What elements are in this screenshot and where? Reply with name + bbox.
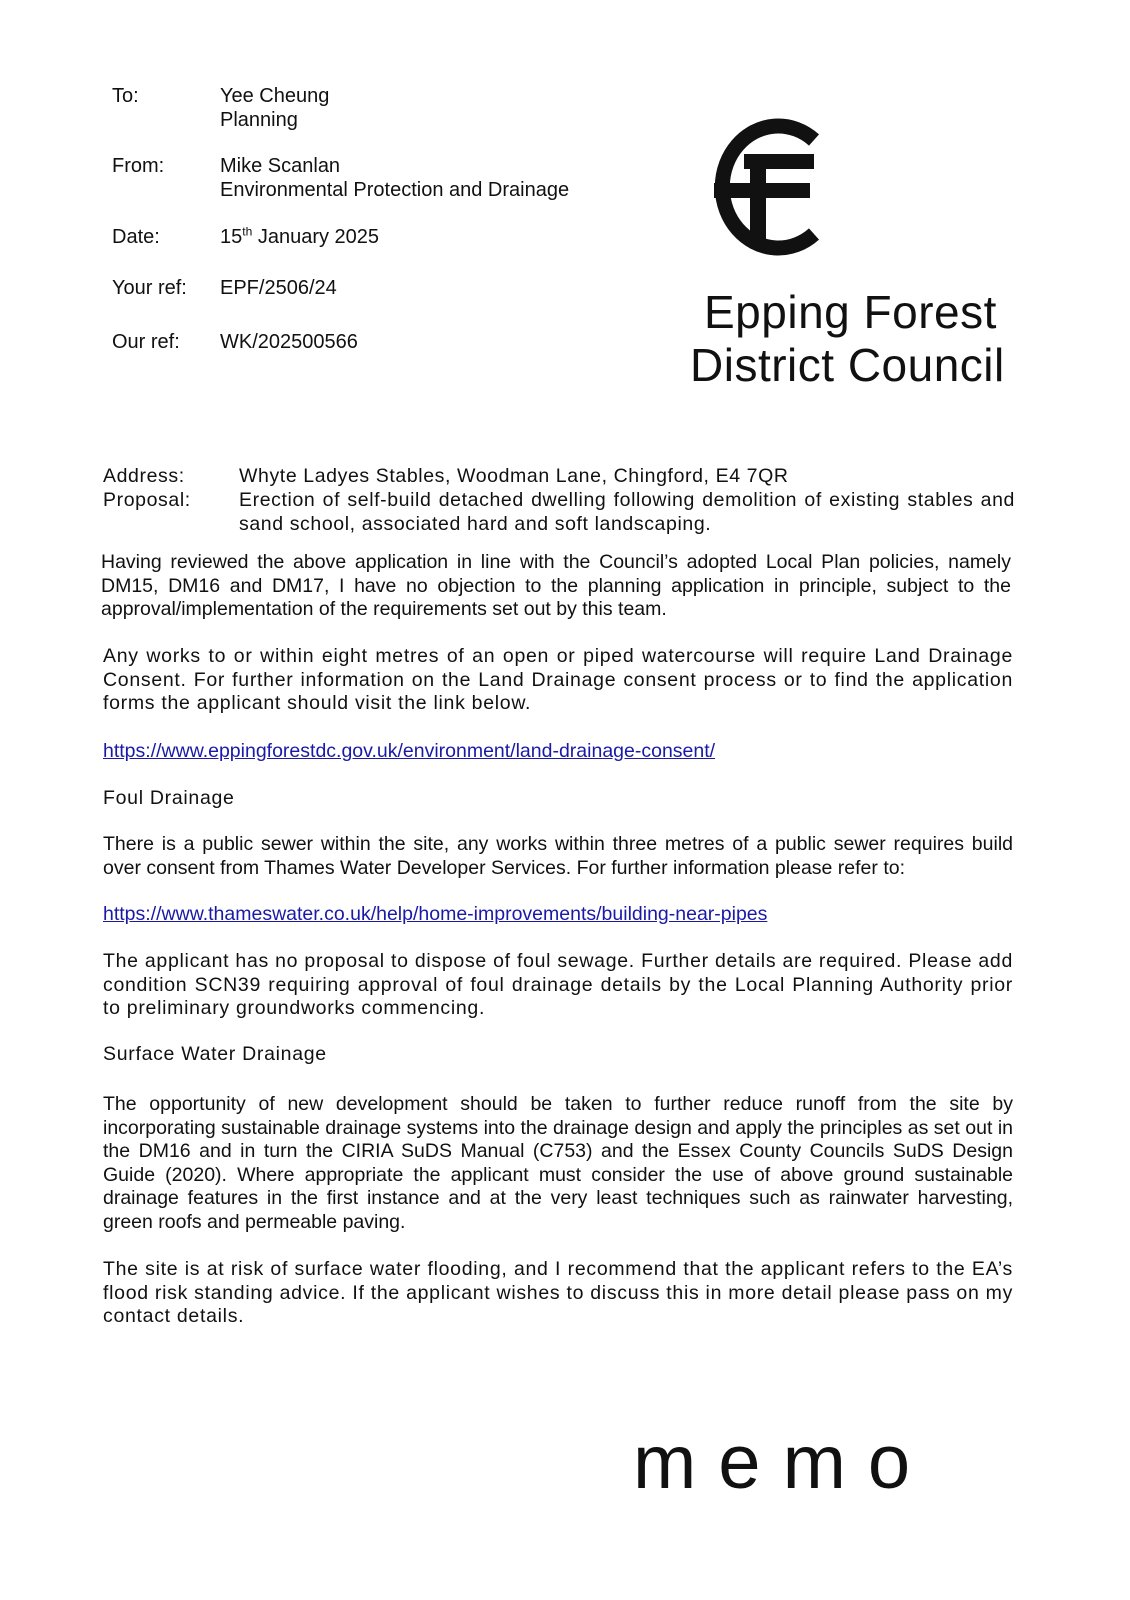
proposal-label: Proposal: [103,489,191,511]
our-ref: WK/202500566 [220,331,358,353]
to-value [220,84,640,132]
from-label: From: [112,155,165,177]
date-text [220,225,640,249]
date-suffix: th [242,224,253,239]
foul-condition-paragraph: The applicant has no proposal to dispose of foul sewage. Further details are required. Please add condition SCN39 requiring approval of foul drainage details by the Local Planning Authority prior to preliminary groundworks commencing. [103,950,1013,1019]
council-name-line2: District Council [690,339,1005,391]
to-label: To: [112,85,139,107]
surface-risk-paragraph: The site is at risk of surface water flooding, and I recommend that the applicant refers to the EA’s flood risk standing advice. If the applicant wishes to discuss this in more detail please pass on my contact details. [103,1258,1014,1327]
surface-water-heading: Surface Water Drainage [103,1043,327,1065]
date-label: Date: [112,226,160,248]
your-ref: EPF/2506/24 [220,277,337,299]
epping-forest-ef-logo-icon [704,112,836,262]
date-rest: January 2025 [252,226,380,248]
land-drainage-consent-link[interactable]: https://www.eppingforestdc.gov.uk/environment/land-drainage-consent/ [103,740,716,762]
from-name: Mike Scanlan [220,155,341,177]
to-dept: Planning [220,109,298,131]
foul-sewer-paragraph: There is a public sewer within the site, any works within three metres of a public sewer requires build over consent from Thames Water Developer Services. For further information please refer to: [103,833,1013,879]
to-name: Yee Cheung [220,85,330,107]
address-value: Whyte Ladyes Stables, Woodman Lane, Chingford, E4 7QR [239,465,789,487]
our-ref-value [220,330,640,354]
address-label: Address: [103,465,185,487]
foul-drainage-heading: Foul Drainage [103,787,235,809]
surface-suds-paragraph: The opportunity of new development should be taken to further reduce runoff from the site by incorporating sustainable drainage systems into the drainage design and apply the principles as set out in the DM16 and in turn the CIRIA SuDS Manual (C753) and the Essex County Councils SuDS Design Guide (2020). Where appropriate the applicant must consider the use of above ground sustainable drainage features in the first instance and at the very least techniques such as rainwater harvesting, green roofs and permeable paving. [103,1093,1013,1233]
your-ref-value [220,276,640,300]
proposal-value: Erection of self-build detached dwelling following demolition of existing stables and sand school, associated hard and soft landscaping. [239,489,1015,535]
date-day: 15 [220,226,243,248]
our-ref-label: Our ref: [112,331,180,353]
council-name-line1: Epping Forest [704,286,997,338]
council-name [690,286,1090,392]
date-value [220,225,640,249]
from-dept: Environmental Protection and Drainage [220,179,570,201]
your-ref-label: Your ref: [112,277,187,299]
memo-footer-title: memo [633,1420,933,1505]
thames-water-link[interactable]: https://www.thameswater.co.uk/help/home-improvements/building-near-pipes [103,903,768,925]
intro-paragraph: Having reviewed the above application in line with the Council’s adopted Local Plan policies, namely DM15, DM16 and DM17, I have no objection to the planning application in principle, subject to the approval/implementation of the requirements set out by this team. [101,551,1011,620]
land-drainage-paragraph: Any works to or within eight metres of an open or piped watercourse will require Land Drainage Consent. For further information on the Land Drainage consent process or to find the application forms the applicant should visit the link below. [103,645,1013,714]
from-value [220,154,640,202]
